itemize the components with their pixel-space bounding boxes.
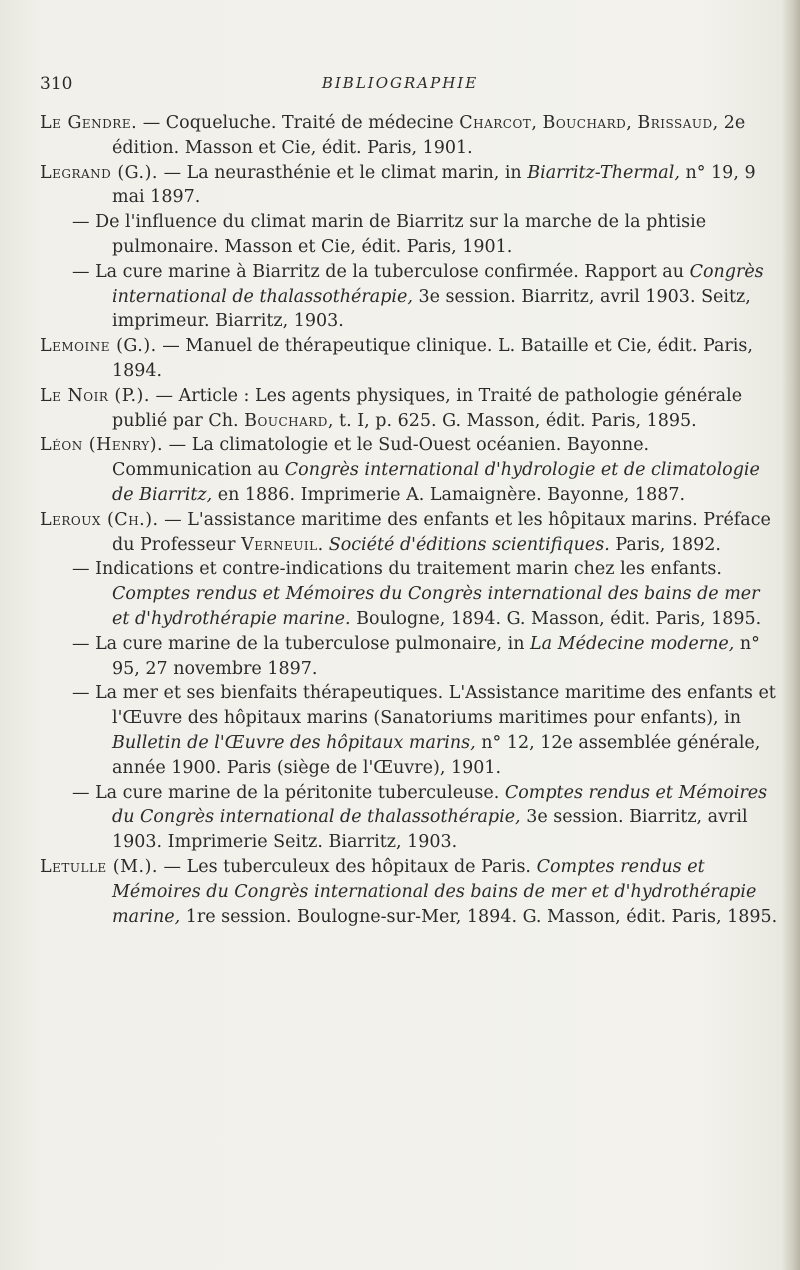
entry-text: ,: [531, 113, 543, 133]
entry-text: — La neurasthénie et le climat marin, in: [158, 162, 528, 183]
entry-title-italic: Biarritz-Thermal,: [527, 162, 680, 183]
entry-text: n° 12, 12e assemblée générale, année 1900. Paris (siège de l'Œuvre), 1901.: [112, 732, 761, 778]
page-number: 310: [40, 74, 73, 94]
bibliography-subentry: [40, 210, 782, 260]
bibliography-subentry: [40, 781, 782, 855]
bibliography-entry: [40, 334, 782, 384]
entry-name-smallcaps: Brissaud: [637, 113, 713, 133]
entry-title-italic: Comptes rendus et Mémoires du Congrès international des bains de mer et d'hydrothérapie marine,: [112, 856, 757, 927]
entry-text: 3e session. Biarritz, avril 1903. Seitz, imprimeur. Biarritz, 1903.: [112, 286, 751, 332]
page-header: [40, 74, 760, 98]
bibliography-entries: [40, 111, 782, 929]
bibliography-entry: [40, 855, 782, 929]
entry-title-italic: Bulletin de l'Œuvre des hôpitaux marins,: [112, 732, 476, 753]
entry-text: en 1886. Imprimerie A. Lamaignère. Bayonne, 1887.: [212, 484, 686, 505]
entry-title-italic: Société d'éditions scientifiques.: [328, 534, 610, 555]
running-title: BIBLIOGRAPHIE: [321, 74, 479, 92]
entry-text: — Indications et contre-indications du traitement marin chez les enfants.: [72, 559, 722, 580]
entry-title-italic: Comptes rendus et Mémoires du Congrès international des bains de mer et d'hydrothérapie marine.: [112, 584, 760, 629]
bibliography-subentry: [40, 632, 782, 682]
entry-author: Le Noir (P.).: [40, 385, 150, 406]
entry-name-smallcaps: Bouchard: [244, 410, 328, 431]
entry-text: n° 95, 27 novembre 1897.: [112, 633, 760, 679]
entry-name-smallcaps: Bouchard: [542, 113, 627, 133]
bibliography-entry: [40, 384, 782, 434]
page-edge-shadow: [782, 0, 800, 1270]
entry-text: Boulogne, 1894. G. Masson, édit. Paris, 1895.: [350, 608, 762, 629]
entry-title-italic: Congrès international d'hydrologie et de climatologie de Biarritz,: [112, 460, 760, 505]
entry-text: n° 19, 9 mai 1897.: [112, 162, 756, 208]
entry-author: Léon (Henry).: [40, 435, 164, 456]
entry-text: — De l'influence du climat marin de Biarritz sur la marche de la phtisie pulmonaire. Masson et Cie, édit. Paris, 1901.: [72, 212, 707, 257]
entry-text: 3e session. Biarritz, avril 1903. Imprimerie Seitz. Biarritz, 1903.: [112, 807, 748, 853]
entry-author: Letulle (M.).: [40, 856, 158, 877]
entry-text: , t. I, p. 625. G. Masson, édit. Paris, 1895.: [327, 410, 697, 431]
entry-text: — La mer et ses bienfaits thérapeutiques. L'Assistance maritime des enfants et l'Œuvre des hôpitaux marins (Sanatoriums maritimes pour enfants), in: [72, 683, 776, 729]
entry-text: — Les tuberculeux des hôpitaux de Paris.: [157, 856, 537, 877]
entry-text: ,: [626, 113, 638, 133]
bibliography-subentry: [40, 681, 782, 780]
entry-text: — Coqueluche. Traité de médecine: [137, 113, 460, 133]
entry-text: — La cure marine de la péritonite tuberculeuse.: [72, 782, 505, 803]
bibliography-subentry: [40, 260, 782, 334]
bibliography-subentry: [40, 557, 782, 631]
bibliography-entry: [40, 508, 782, 558]
entry-text: — L'assistance maritime des enfants et les hôpitaux marins. Préface du Professeur: [112, 509, 771, 555]
entry-author: Le Gendre.: [40, 113, 138, 133]
entry-text: .: [317, 534, 329, 555]
entry-text: 1re session. Boulogne-sur-Mer, 1894. G. Masson, édit. Paris, 1895.: [180, 906, 778, 927]
entry-text: — Article : Les agents physiques, in Traité de pathologie générale publié par Ch.: [112, 385, 743, 431]
entry-name-smallcaps: Charcot: [459, 113, 532, 133]
entry-name-smallcaps: Verneuil: [241, 534, 318, 555]
entry-text: — La climatologie et le Sud-Ouest océanien. Bayonne. Communication au: [112, 435, 650, 481]
entry-text: — La cure marine de la tuberculose pulmonaire, in: [72, 633, 531, 654]
entry-text: Paris, 1892.: [609, 534, 721, 555]
entry-author: Lemoine (G.).: [40, 336, 157, 357]
bibliography-entry: [40, 161, 782, 211]
entry-author: Legrand (G.).: [40, 162, 158, 183]
bibliography-entry: [40, 111, 782, 161]
entry-text: — Manuel de thérapeutique clinique. L. Bataille et Cie, édit. Paris, 1894.: [112, 336, 753, 381]
entry-text: , 2e édition. Masson et Cie, édit. Paris, 1901.: [112, 113, 746, 158]
entry-text: — La cure marine à Biarritz de la tuberculose confirmée. Rapport au: [72, 261, 690, 282]
entry-title-italic: Comptes rendus et Mémoires du Congrès international de thalassothérapie,: [112, 782, 768, 828]
entry-title-italic: La Médecine moderne,: [530, 633, 735, 654]
entry-title-italic: Congrès international de thalassothérapie,: [112, 261, 764, 307]
bibliography-entry: [40, 433, 782, 507]
entry-author: Leroux (Ch.).: [40, 509, 159, 530]
